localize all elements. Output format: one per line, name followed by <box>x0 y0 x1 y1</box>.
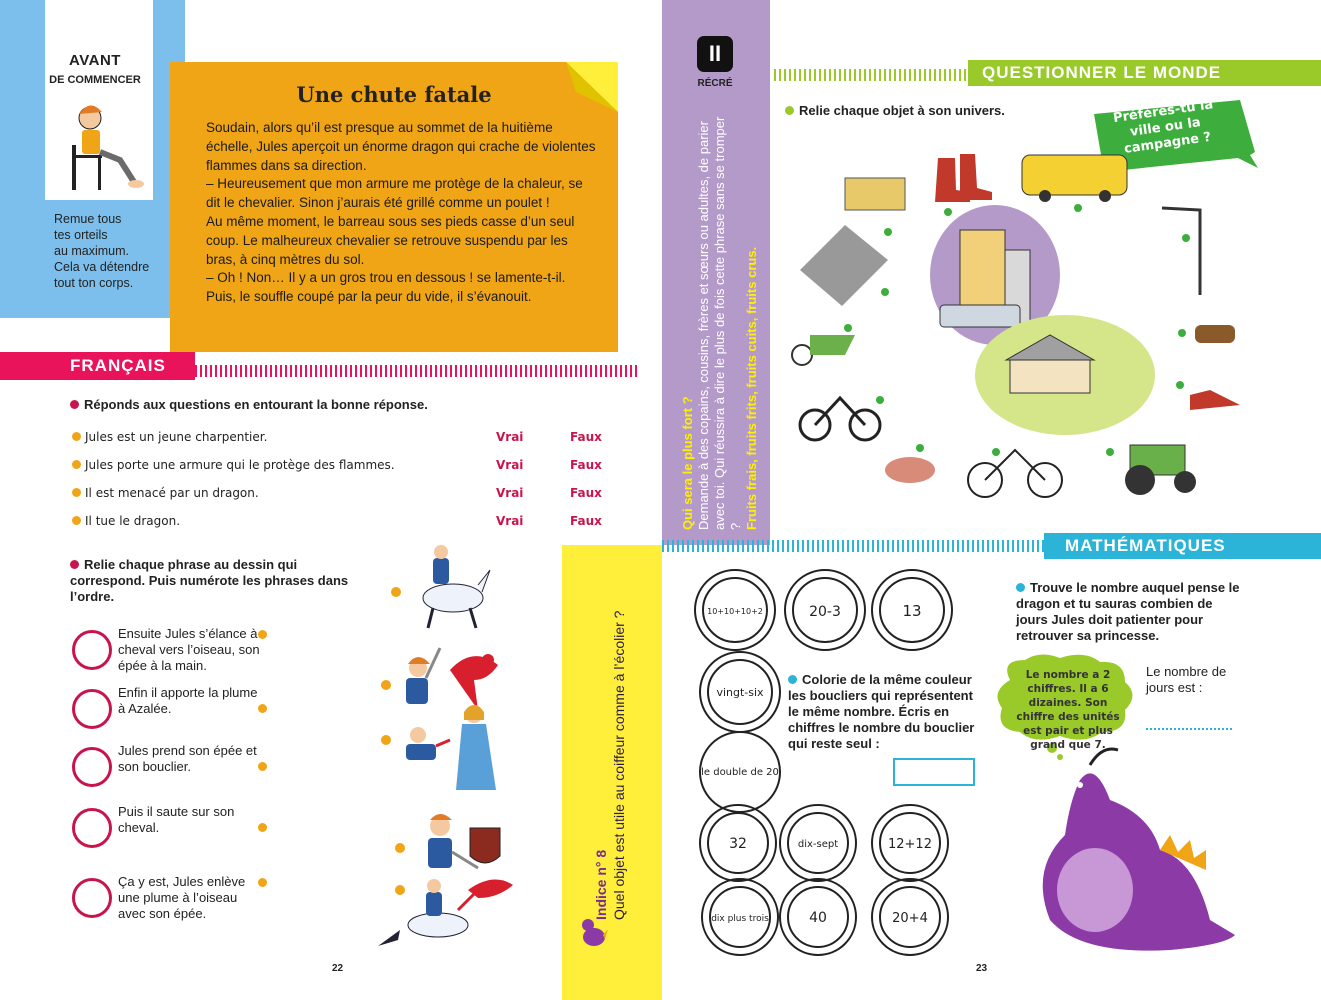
avant-subtitle: DE COMMENCER <box>49 74 141 86</box>
knight-horse-icon <box>391 545 490 628</box>
boots-icon <box>935 154 992 202</box>
link-dot[interactable] <box>258 630 267 639</box>
francais-ticks <box>195 365 640 377</box>
town-country-scene <box>770 130 1320 510</box>
star-bullet-icon <box>72 488 81 497</box>
faux-option[interactable]: Faux <box>570 486 602 500</box>
boy-on-chair-icon <box>62 90 152 200</box>
list-item: Jules prend son épée et son bouclier. <box>72 747 372 797</box>
list-item: Enfin il apporte la plume à Azalée. <box>72 689 372 739</box>
link-dot[interactable] <box>258 823 267 832</box>
star-bullet-icon <box>72 460 81 469</box>
list-item: Ensuite Jules s’élance à cheval vers l’oiseau, son épée à la main. <box>72 630 372 680</box>
story-text: Soudain, alors qu’il est presque au sommet de la huitième échelle, Jules aperçoit un énorme dragon qui crache de violentes flammes dans sa direction. – Heureusement que mon armure me protège de la chaleur, se dit le chevalier. Sinon j’aurais été grillé comme un poulet ! Au même moment, le barreau sous ses pieds casse d’un seul coup. Le malheureux chevalier se retrouve suspendu par les bras, à cinq mètres du sol. – Oh ! Non… Il y a un gros trou en dessous ! se lamente-t-il. Puis, le souffle coupé par la peur du vide, il s’évanouit. <box>206 120 596 305</box>
list-item: Puis il saute sur son cheval. <box>72 808 372 858</box>
vrai-option[interactable]: Vrai <box>496 514 524 528</box>
vrai-faux-row: Jules porte une armure qui le protège des flammes. Vrai Faux <box>72 458 612 478</box>
shield-label[interactable]: 20+4 <box>892 911 928 926</box>
vrai-option[interactable]: Vrai <box>496 458 524 472</box>
vrai-faux-row: Jules est un jeune charpentier. Vrai Faux <box>72 430 612 450</box>
faux-option[interactable]: Faux <box>570 430 602 444</box>
recre-badge: II <box>697 36 733 72</box>
number-circle[interactable] <box>72 689 112 729</box>
vrai-option[interactable]: Vrai <box>496 486 524 500</box>
faux-option[interactable]: Faux <box>570 458 602 472</box>
faux-option[interactable]: Faux <box>570 514 602 528</box>
wheelbarrow-icon <box>792 335 855 365</box>
link-dot[interactable] <box>258 878 267 887</box>
math-ticks <box>662 540 1044 552</box>
page-number-left: 22 <box>332 963 344 974</box>
list-item: Ça y est, Jules enlève une plume à l’oiseau avec son épée. <box>72 878 372 928</box>
dragon-icon <box>1010 740 1240 960</box>
shield-label[interactable]: le double de 20 <box>701 767 779 778</box>
bicycle-icon <box>800 398 880 440</box>
avant-text: Remue tous tes orteils au maximum. Cela va détendre tout ton corps. <box>54 212 150 290</box>
jours-label: Le nombre de jours est : <box>1146 664 1227 695</box>
knight-illustrations <box>378 540 518 960</box>
bullet-icon <box>1016 583 1025 592</box>
monde-ticks <box>774 69 969 81</box>
star-bullet-icon <box>72 432 81 441</box>
vrai-option[interactable]: Vrai <box>496 430 524 444</box>
thought-text: Le nombre a 2 chiffres. Il a 6 dizaines. Son chiffre des unités est pair et plus grand que 7. <box>1016 669 1120 751</box>
city-bike-icon <box>968 450 1062 497</box>
q2-instruction: Relie chaque phrase au dessin qui correspond. Puis numérote les phrases dans l’ordre. <box>70 557 349 604</box>
streetlamp-icon <box>1162 208 1200 295</box>
bullet-icon <box>70 560 79 569</box>
answer-line[interactable] <box>1146 728 1232 730</box>
number-circle[interactable] <box>72 808 112 848</box>
knight-bird-icon <box>381 648 498 710</box>
number-circle[interactable] <box>72 630 112 670</box>
number-circle[interactable] <box>72 747 112 787</box>
q4-instruction: Colorie de la même couleur les boucliers qui représentent le même nombre. Écris en chiffres le nombre du bouclier qui reste seul : <box>788 672 975 751</box>
knight-princess-icon <box>381 705 496 790</box>
shield-label[interactable]: 20-3 <box>809 604 841 620</box>
shield-label[interactable]: dix-sept <box>797 839 839 850</box>
shield-label[interactable]: 13 <box>902 602 922 620</box>
number-circle[interactable] <box>72 878 112 918</box>
page-number-right: 23 <box>976 963 988 974</box>
q5-instruction: Trouve le nombre auquel pense le dragon et tu sauras combien de jours Jules doit patienter pour retrouver sa princesse. <box>1016 580 1240 643</box>
shield-label[interactable]: dix plus trois <box>711 914 769 924</box>
avant-title: AVANT <box>69 52 121 69</box>
bullet-icon <box>788 675 797 684</box>
shield-label[interactable]: 12+12 <box>888 837 932 852</box>
link-dot[interactable] <box>258 704 267 713</box>
bullet-icon <box>70 400 79 409</box>
vrai-faux-row: Il est menacé par un dragon. Vrai Faux <box>72 486 612 506</box>
story-title: Une chute fatale <box>296 82 492 107</box>
shield-label[interactable]: vingt-six <box>716 686 764 699</box>
recre-text: Qui sera le plus fort ? Demande à des copains, cousins, frères et sœurs ou adultes, de parier avec toi. Qui réussira à dire le plus de fois cette phrase sans se tromper ? Fruits frais, fruits frits, fruits cuits, fruits crus. <box>680 116 759 530</box>
bus-icon <box>1022 155 1127 202</box>
q1-instruction: Réponds aux questions en entourant la bonne réponse. <box>70 397 428 413</box>
francais-title: FRANÇAIS <box>70 356 166 375</box>
pig-icon <box>885 457 935 483</box>
indice-text: Indice n° 8 Quel objet est utile au coiffeur comme à l’écolier ? <box>593 610 627 920</box>
knight-shield-icon <box>395 814 500 868</box>
shield-label[interactable]: 32 <box>729 836 747 852</box>
q3-instruction: Relie chaque objet à son univers. <box>785 103 1005 119</box>
bullet-icon <box>785 106 794 115</box>
knight-feather-icon <box>378 879 513 946</box>
shield-label[interactable]: 10+10+10+2 <box>707 607 763 616</box>
bubble-text: Préfères-tu la ville ou la campagne ? <box>1112 97 1215 157</box>
vrai-faux-row: Il tue le dragon. Vrai Faux <box>72 514 612 534</box>
country-circle <box>975 315 1155 435</box>
answer-box[interactable] <box>893 758 975 786</box>
crosswalk-icon <box>800 225 888 306</box>
shield-label[interactable]: 40 <box>809 910 827 926</box>
star-bullet-icon <box>72 516 81 525</box>
link-dot[interactable] <box>258 762 267 771</box>
hay-icon <box>845 178 905 210</box>
recre-label: RÉCRÉ <box>697 78 733 89</box>
math-title: MATHÉMATIQUES <box>1065 536 1226 555</box>
monde-title: QUESTIONNER LE MONDE <box>982 63 1222 82</box>
shoes-icon <box>1190 390 1240 410</box>
dog-icon <box>1195 325 1235 343</box>
tractor-icon <box>1125 445 1196 495</box>
